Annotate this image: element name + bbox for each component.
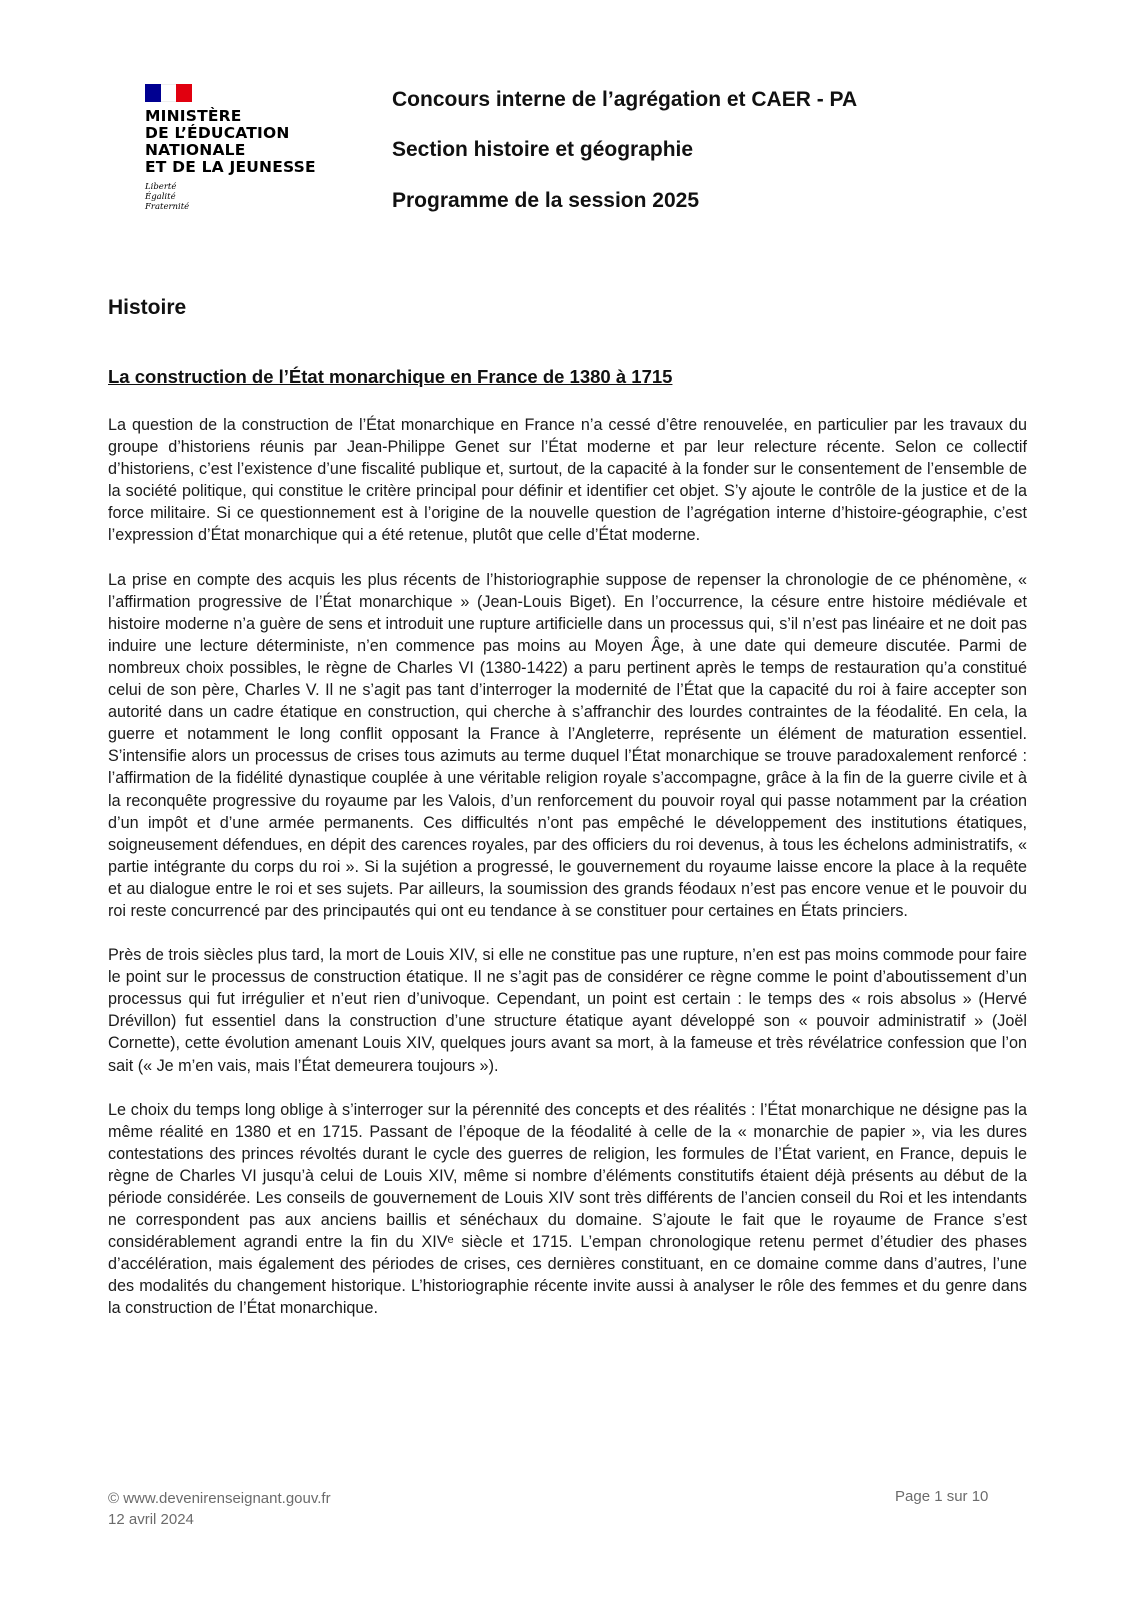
footer-date: 12 avril 2024 (108, 1511, 194, 1528)
footer-left (108, 1488, 331, 1530)
section-heading: Histoire (108, 296, 187, 319)
body-text (108, 414, 1027, 1342)
ministry-line: DE L’ÉDUCATION (145, 124, 290, 142)
ministry-line: ET DE LA JEUNESSE (145, 158, 316, 176)
republic-motto (145, 182, 335, 212)
page-number: Page 1 sur 10 (895, 1488, 989, 1505)
motto-line: Égalité (145, 192, 176, 202)
marianne-flag-icon (145, 84, 192, 102)
paragraph: La prise en compte des acquis les plus récents de l’historiographie suppose de repenser la chronologie de ce phénomène, « l’affirmation progressive de l’État monarchique » (Jean-Louis Biget). En l’occurrence, la césure entre histoire médiévale et histoire moderne n’a guère de sens et introduit une rupture artificielle dans un processus qui, s’il n’est pas linéaire et ne doit pas induire une lecture déterministe, n’en commence pas moins au Moyen Âge, à une date qui demeure discutée. Parmi de nombreux choix possibles, le règne de Charles VI (1380-1422) a paru pertinent après le temps de restauration qu’a constitué celui de son père, Charles V. Il ne s’agit pas tant d’interroger la modernité de l’État que la capacité du roi à faire accepter son autorité dans un cadre étatique en construction, qui cherche à s’affranchir des lourdes contraintes de la féodalité. En cela, la guerre et notamment le long conflit opposant la France à l’Angleterre, représente un élément de maturation essentiel. S’intensifie alors un processus de crises tous azimuts au terme duquel l’État monarchique se trouve paradoxalement renforcé : l’affirmation de la fidélité dynastique couplée à une véritable religion royale s’accompagne, grâce à la fin de la guerre civile et à la reconquête progressive du royaume par les Valois, d’un renforcement du pouvoir royal qui passe notamment par la création d’un impôt et d’une armée permanents. Ces difficultés n’ont pas empêché le développement des institutions étatiques, soigneusement défendues, en dépit des carences royales, par des officiers du roi devenus, à tous les échelons administratifs, « partie intégrante du corps du roi ». Si la sujétion a progressé, le gouvernement du royaume laisse encore la place à la requête et au dialogue entre le roi et ses sujets. Par ailleurs, la soumission des grands féodaux n’est pas encore venue et le pouvoir du roi reste concurrencé par des principautés qui ont eu tendance à se constituer pour certaines en États princiers. (108, 570, 1027, 920)
ministry-line: MINISTÈRE (145, 107, 242, 125)
ministry-logo (145, 84, 335, 212)
paragraph: Près de trois siècles plus tard, la mort de Louis XIV, si elle ne constitue pas une rupture, n’en est pas moins commode pour faire le point sur le processus de construction étatique. Il ne s’agit pas de considérer ce règne comme le point d’aboutissement d’un processus qui fut irrégulier et n’eut rien d’univoque. Cependant, un point est certain : le temps des « rois absolus » (Hervé Drévillon) fut essentiel dans la construction d’une structure étatique ayant développé son « pouvoir administratif » (Joël Cornette), cette évolution amenant Louis XIV, quelques jours avant sa mort, à la fameuse et très révélatrice confession que l’on sait (« Je m’en vais, mais l’État demeurera toujours »). (108, 946, 1027, 1075)
footer-source: © www.devenirenseignant.gouv.fr (108, 1490, 331, 1507)
motto-line: Fraternité (145, 202, 190, 212)
paragraph: Le choix du temps long oblige à s’interroger sur la pérennité des concepts et des réalités : l’État monarchique ne désigne pas la même réalité en 1380 et en 1715. Passant de l’époque de la féodalité à celle de la « monarchie de papier », via les dures contestations des princes révoltés durant le cycle des guerres de religion, les formules de l’État varient, en France, depuis le règne de Charles VI jusqu’à celui de Louis XIV, même si nombre d’éléments constitutifs étaient déjà présents au début de la période considérée. Les conseils de gouvernement de Louis XIV sont très différents de l’ancien conseil du Roi et les intendants ne correspondent pas aux anciens baillis et sénéchaux du domaine. S’ajoute le fait que le royaume de France s’est considérablement agrandi entre la fin du XIVᵉ siècle et 1715. L’empan chronologique retenu permet d’étudier des phases d’accélération, mais également des périodes de crises, ces dernières constituant, en ce domaine comme dans d’autres, l’une des modalités du changement historique. L’historiographie récente invite aussi à analyser le rôle des femmes et du genre dans la construction de l’État monarchique. (108, 1100, 1027, 1318)
ministry-line: NATIONALE (145, 141, 246, 159)
section-subtitle: Section histoire et géographie (392, 138, 694, 161)
motto-line: Liberté (145, 182, 177, 192)
ministry-name (145, 108, 335, 176)
theme-heading: La construction de l’État monarchique en France de 1380 à 1715 (108, 366, 673, 387)
paragraph: La question de la construction de l’État monarchique en France n’a cessé d’être renouvelée, en particulier par les travaux du groupe d’historiens réunis par Jean-Philippe Genet sur l’État moderne et par leur relecture récente. Selon ce collectif d’historiens, c’est l’existence d’une fiscalité publique et, surtout, de la capacité à la fonder sur le consentement de l’ensemble de la société politique, qui constitue le critère principal pour définir et identifier cet objet. S’y ajoute le contrôle de la justice et de la force militaire. Si ce questionnement est à l’origine de la nouvelle question de l’agrégation interne d’histoire-géographie, c’est l’expression d’État monarchique qui a été retenue, plutôt que celle d’État moderne. (108, 416, 1027, 545)
session-title: Programme de la session 2025 (392, 189, 699, 212)
exam-title: Concours interne de l’agrégation et CAER - PA (392, 88, 858, 111)
header-titles (392, 88, 857, 213)
